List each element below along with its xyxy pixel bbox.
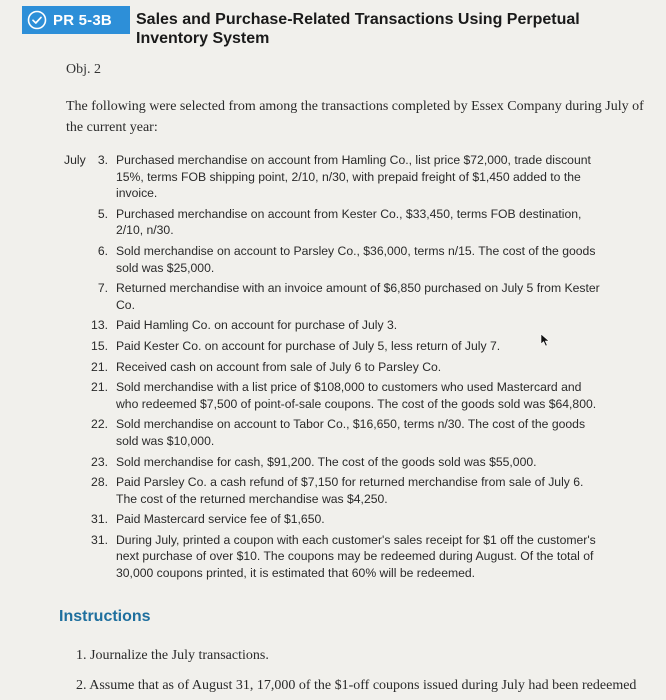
- transaction-item: [40, 379, 620, 412]
- transaction-item: [40, 317, 620, 334]
- transaction-item: [40, 359, 620, 376]
- transaction-day: 28.: [91, 475, 108, 490]
- problem-header: [22, 6, 652, 50]
- instruction-step: 2. Assume that as of August 31, 17,000 of the $1-off coupons issued during July had been redeemed: [76, 678, 637, 693]
- month-label: July: [64, 153, 86, 167]
- instruction-step: 1. Journalize the July transactions.: [76, 648, 269, 663]
- transaction-item: [40, 152, 620, 202]
- transaction-list: [40, 152, 620, 582]
- transaction-text: During July, printed a coupon with each customer's sales receipt for $1 off the customer's next purchase of over $10. The coupons may be redeemed during August. Of the total of 30,000 coupons printed, it is estimated that 60% will be redeemed.: [116, 532, 596, 581]
- transaction-day: 7.: [97, 281, 108, 296]
- transaction-item: [40, 474, 620, 507]
- transaction-text: Sold merchandise on account to Parsley Co., $36,000, terms n/15. The cost of the goods sold was $25,000.: [116, 243, 596, 275]
- transaction-text: Purchased merchandise on account from Hamling Co., list price $72,000, trade discount 15%, terms FOB shipping point, 2/10, n/30, with prepaid freight of $1,450 added to the invoice.: [116, 153, 591, 201]
- transaction-text: Paid Mastercard service fee of $1,650.: [116, 512, 325, 527]
- transaction-day: 6.: [97, 243, 108, 258]
- problem-badge: [22, 6, 130, 34]
- problem-title: [136, 10, 636, 48]
- title-line-2: Inventory System: [136, 30, 270, 47]
- transaction-item: [40, 454, 620, 471]
- transaction-text: Paid Hamling Co. on account for purchase of July 3.: [116, 318, 398, 333]
- transaction-text: Sold merchandise for cash, $91,200. The cost of the goods sold was $55,000.: [116, 454, 537, 469]
- transaction-item: [40, 243, 620, 276]
- transaction-day: 5.: [97, 206, 108, 221]
- transaction-text: Sold merchandise on account to Tabor Co., $16,650, terms n/30. The cost of the goods sold was $10,000.: [116, 417, 586, 448]
- transaction-text: Received cash on account from sale of July 6 to Parsley Co.: [116, 359, 442, 374]
- intro-paragraph: The following were selected from among the transactions completed by Essex Company during July of the current year:: [66, 99, 644, 135]
- check-circle-icon: [27, 10, 47, 30]
- transaction-day: 13.: [91, 318, 108, 333]
- title-line-1: Sales and Purchase-Related Transactions Using Perpetual: [136, 11, 580, 28]
- transaction-text: Sold merchandise with a list price of $108,000 to customers who used Mastercard and who redeemed $7,500 of point-of-sale coupons. The cost of the goods sold was $64,800.: [116, 380, 597, 411]
- transaction-day: 31.: [91, 512, 108, 527]
- transaction-text: Purchased merchandise on account from Kester Co., $33,450, terms FOB destination, 2/10, n/30.: [116, 206, 582, 238]
- transaction-text: Paid Kester Co. on account for purchase of July 5, less return of July 7.: [116, 338, 501, 353]
- mouse-pointer-icon: [540, 333, 552, 347]
- instructions-heading: Instructions: [59, 608, 151, 625]
- transaction-day: 31.: [91, 532, 108, 547]
- transaction-text: Returned merchandise with an invoice amount of $6,850 purchased on July 5 from Kester Co.: [116, 281, 600, 312]
- transaction-day: 21.: [91, 359, 108, 374]
- objective-label: Obj. 2: [66, 62, 101, 77]
- transaction-text: Paid Parsley Co. a cash refund of $7,150 for returned merchandise from sale of July 6. The cost of the returned merchandise was $4,250.: [116, 475, 584, 506]
- transaction-day: 21.: [91, 380, 108, 395]
- transaction-item: [40, 338, 620, 355]
- transaction-day: 22.: [91, 417, 108, 432]
- transaction-day: 3.: [97, 153, 108, 167]
- problem-number: PR 5-3B: [53, 11, 112, 29]
- transaction-item: [40, 532, 620, 582]
- transaction-item: [40, 416, 620, 449]
- transaction-item: [40, 280, 620, 313]
- instructions-list: [76, 646, 656, 696]
- transaction-item: [40, 511, 620, 528]
- transaction-day: 15.: [91, 338, 108, 353]
- transaction-day: 23.: [91, 454, 108, 469]
- transaction-item: [40, 206, 620, 239]
